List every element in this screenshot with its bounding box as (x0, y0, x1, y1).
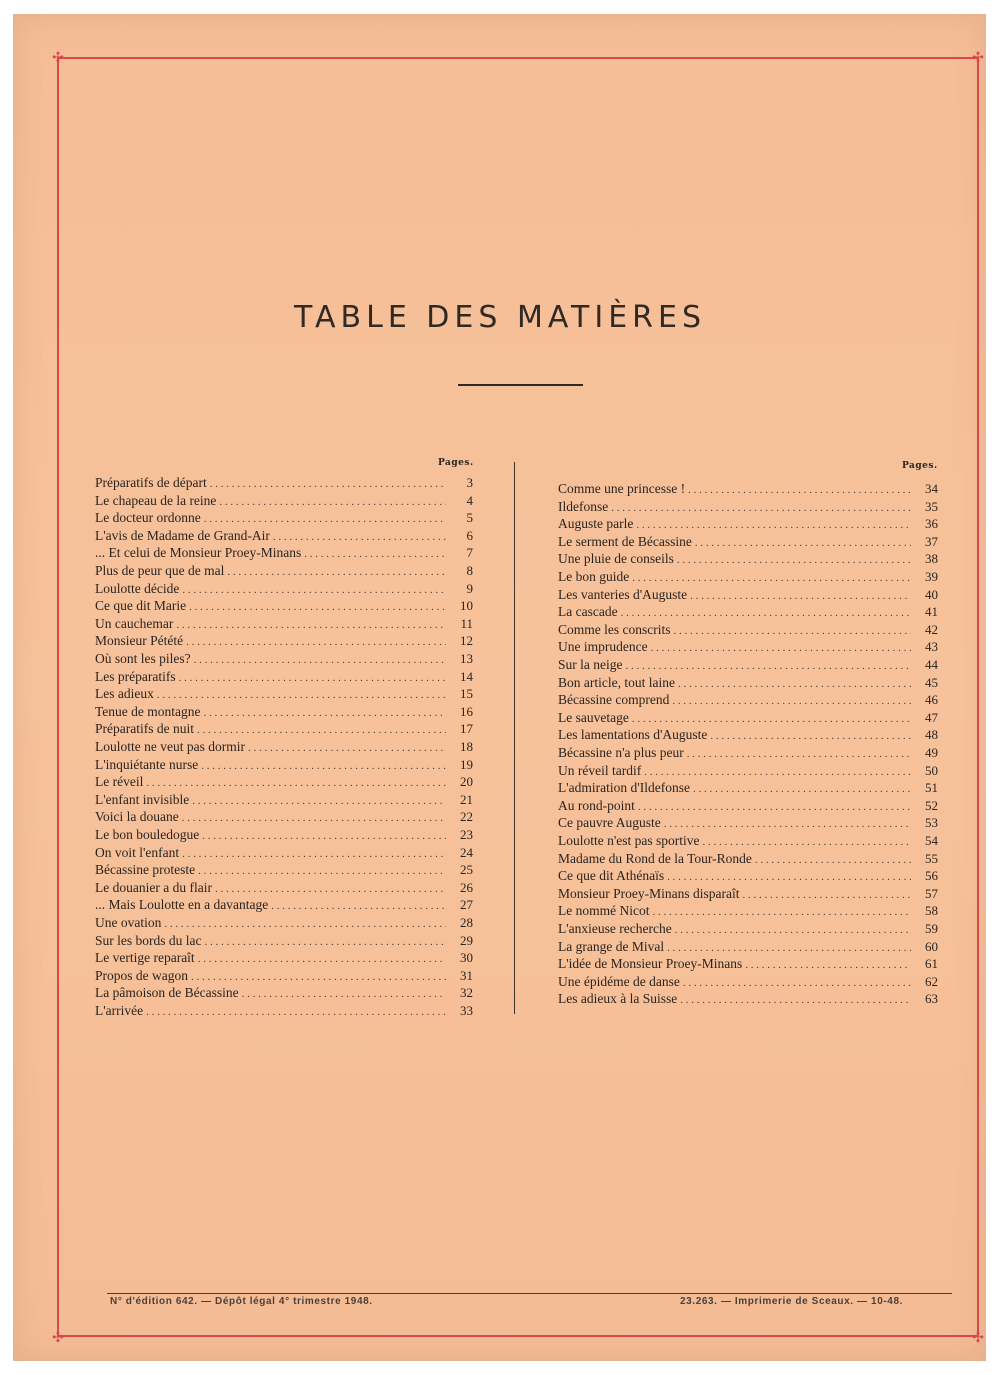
toc-entry-page: 44 (925, 657, 938, 672)
toc-entry-title: Les lamentations d'Auguste (558, 727, 708, 743)
toc-entry-title: Préparatifs de départ (95, 475, 207, 490)
toc-entry-page: 61 (925, 956, 938, 972)
toc-entry-page: 50 (925, 762, 938, 778)
toc-entry-page: 27 (460, 897, 473, 913)
toc-leader-dots (632, 713, 911, 725)
toc-leader-dots (210, 478, 446, 490)
toc-entry-title: L'idée de Monsieur Proey-Minans (558, 956, 743, 972)
toc-entry-title: Loulotte n'est pas sportive (558, 833, 700, 848)
toc-entry (95, 862, 473, 879)
toc-entry-page: 46 (925, 692, 938, 708)
toc-entry-title: Une épidéme de danse (558, 973, 680, 989)
toc-entry-title: Bon article, tout laine (558, 674, 675, 690)
toc-leader-dots (201, 760, 446, 772)
toc-entry-page: 58 (925, 903, 938, 919)
toc-entry (558, 780, 938, 797)
toc-entry-page: 17 (460, 721, 473, 737)
toc-entry (95, 774, 473, 791)
toc-leader-dots (745, 959, 911, 971)
corner-ornament-icon: ✣ (52, 50, 64, 66)
toc-entry (558, 974, 938, 991)
toc-entry (558, 499, 938, 516)
toc-entry-title: Bécassine proteste (95, 862, 196, 878)
toc-entry (558, 622, 938, 639)
toc-entry (95, 739, 473, 756)
toc-entry-title: Sur la neige (558, 657, 623, 672)
toc-leader-dots (690, 590, 911, 602)
toc-entry (95, 528, 473, 545)
toc-entry-page: 18 (460, 739, 473, 754)
toc-entry (558, 991, 938, 1008)
toc-entry-title: Préparatifs de nuit (95, 721, 194, 737)
toc-entry-page: 8 (466, 563, 473, 578)
toc-leader-dots (192, 795, 446, 807)
toc-entry-page: 6 (466, 527, 473, 543)
toc-entry-page: 49 (925, 745, 938, 760)
toc-leader-dots (755, 854, 911, 866)
toc-entry (558, 886, 938, 903)
toc-entry-title: Sur les bords du lac (95, 932, 202, 948)
toc-entry (95, 933, 473, 950)
toc-entry-page: 28 (460, 915, 473, 930)
toc-entry-page: 51 (925, 780, 938, 796)
toc-leader-dots (664, 818, 911, 830)
toc-leader-dots (667, 871, 911, 883)
toc-entry-title: Un cauchemar (95, 615, 174, 631)
corner-ornament-icon: ✣ (52, 1330, 64, 1346)
toc-entry-title: Les vanteries d'Auguste (558, 586, 688, 602)
toc-leader-dots (625, 660, 911, 672)
toc-entry-title: L'avis de Madame de Grand-Air (95, 527, 270, 543)
toc-leader-dots (673, 625, 911, 637)
toc-leader-dots (677, 554, 911, 566)
toc-entry-title: Le vertige reparaît (95, 950, 195, 966)
toc-leader-dots (182, 812, 446, 824)
toc-leader-dots (146, 1006, 446, 1018)
toc-leader-dots (194, 654, 446, 666)
toc-entry (95, 475, 473, 492)
toc-entry-title: Bécassine comprend (558, 692, 670, 708)
toc-entry-page: 36 (925, 516, 938, 532)
toc-leader-dots (248, 742, 446, 754)
toc-entry-title: Comme une princesse ! (558, 481, 686, 496)
toc-entry-page: 63 (925, 991, 938, 1007)
toc-leader-dots (179, 672, 446, 684)
toc-entry-title: Voici la douane (95, 809, 179, 825)
toc-leader-dots (675, 924, 911, 936)
toc-entry-page: 53 (925, 815, 938, 831)
toc-entry-page: 25 (460, 862, 473, 878)
toc-entry-page: 32 (460, 985, 473, 1001)
toc-leader-dots (672, 695, 911, 707)
toc-entry (558, 604, 938, 621)
toc-leader-dots (693, 783, 911, 795)
toc-leader-dots (186, 636, 446, 648)
toc-entry-page: 21 (460, 791, 473, 807)
toc-entry (95, 968, 473, 985)
toc-entry-page: 35 (925, 498, 938, 514)
toc-entry-page: 47 (925, 709, 938, 725)
toc-entry-title: L'inquiétante nurse (95, 756, 199, 772)
toc-entry-title: Le bon guide (558, 569, 630, 584)
toc-entry (95, 633, 473, 650)
toc-leader-dots (227, 566, 446, 578)
toc-entry-title: La pâmoison de Bécassine (95, 985, 239, 1001)
toc-entry-title: Monsieur Pétété (95, 633, 184, 649)
toc-leader-dots (242, 988, 446, 1000)
toc-entry-title: La grange de Mival (558, 938, 665, 954)
toc-entry (558, 798, 938, 815)
toc-leader-dots (667, 942, 911, 954)
toc-entry-title: Le douanier a du flair (95, 879, 212, 895)
toc-entry-title: Les préparatifs (95, 668, 176, 684)
toc-leader-dots (164, 918, 446, 930)
toc-entry-title: Monsieur Proey-Minans disparaît (558, 885, 740, 901)
toc-entry-title: L'anxieuse recherche (558, 921, 672, 936)
toc-entry-title: Le docteur ordonne (95, 510, 201, 526)
toc-entry (95, 897, 473, 914)
toc-entry-title: Madame du Rond de la Tour-Ronde (558, 850, 752, 866)
corner-ornament-icon: ✣ (972, 1330, 984, 1346)
toc-entry (558, 763, 938, 780)
toc-entry-title: Loulotte ne veut pas dormir (95, 739, 245, 754)
toc-entry-title: Ce que dit Athénaïs (558, 868, 665, 884)
toc-entry (95, 704, 473, 721)
toc-entry-page: 38 (925, 551, 938, 567)
toc-entry-page: 45 (925, 674, 938, 690)
toc-entry-title: Auguste parle (558, 516, 634, 532)
toc-entry (558, 516, 938, 533)
toc-entry (558, 745, 938, 762)
toc-entry-page: 26 (460, 879, 473, 895)
toc-entry-page: 16 (460, 703, 473, 719)
toc-leader-dots (695, 537, 911, 549)
toc-entry-page: 20 (460, 774, 473, 790)
toc-leader-dots (687, 748, 911, 760)
toc-entry (95, 721, 473, 738)
toc-leader-dots (644, 766, 911, 778)
toc-entry (558, 815, 938, 832)
toc-entry (95, 1003, 473, 1020)
toc-leader-dots (219, 496, 446, 508)
toc-entry-page: 43 (925, 639, 938, 655)
toc-leader-dots (202, 830, 446, 842)
toc-entry-page: 19 (460, 756, 473, 772)
toc-entry-title: Loulotte décide (95, 580, 180, 596)
toc-leader-dots (688, 484, 911, 496)
toc-entry (558, 551, 938, 568)
toc-entry-page: 37 (925, 533, 938, 549)
toc-entry (95, 510, 473, 527)
toc-entry-page: 12 (460, 633, 473, 649)
toc-leader-dots (636, 519, 911, 531)
toc-leader-dots (182, 584, 446, 596)
toc-leader-dots (176, 619, 446, 631)
toc-entry-title: Ce que dit Marie (95, 598, 187, 614)
toc-entry-page: 13 (460, 651, 473, 666)
toc-entry (558, 534, 938, 551)
toc-entry (95, 845, 473, 862)
toc-entry-title: Plus de peur que de mal (95, 563, 225, 578)
toc-leader-dots (204, 707, 446, 719)
toc-entry (95, 669, 473, 686)
toc-entry (558, 903, 938, 920)
toc-entry (558, 727, 938, 744)
pages-label-right: Pages. (902, 461, 938, 471)
footer-rule (107, 1293, 952, 1294)
toc-leader-dots (678, 678, 911, 690)
toc-entry (558, 657, 938, 674)
toc-entry-title: Un réveil tardif (558, 762, 642, 778)
toc-entry (558, 956, 938, 973)
toc-entry-page: 59 (925, 921, 938, 936)
toc-entry (95, 545, 473, 562)
toc-entry (558, 481, 938, 498)
toc-entry-title: Une ovation (95, 915, 162, 930)
toc-entry-title: Le serment de Bécassine (558, 533, 692, 549)
toc-entry-page: 33 (460, 1003, 473, 1018)
toc-entry (95, 616, 473, 633)
toc-leader-dots (652, 906, 911, 918)
toc-leader-dots (198, 953, 446, 965)
toc-entry (558, 833, 938, 850)
column-divider (514, 462, 515, 1014)
toc-entry-page: 34 (925, 481, 938, 496)
toc-entry-page: 62 (925, 973, 938, 989)
pages-label-left: Pages. (438, 458, 474, 468)
toc-entry (95, 581, 473, 598)
toc-leader-dots (204, 936, 446, 948)
toc-entry (558, 569, 938, 586)
toc-entry-title: La cascade (558, 604, 618, 620)
toc-entry-page: 39 (925, 569, 938, 584)
toc-leader-dots (157, 689, 446, 701)
toc-leader-dots (146, 777, 446, 789)
toc-leader-dots (273, 531, 446, 543)
toc-entry (558, 851, 938, 868)
toc-entry-title: ... Mais Loulotte en a davantage (95, 897, 269, 913)
toc-leader-dots (680, 994, 911, 1006)
toc-entry-title: L'arrivée (95, 1003, 144, 1018)
toc-entry-title: Le bon bouledogue (95, 827, 200, 842)
toc-entry-page: 52 (925, 797, 938, 813)
toc-entry (95, 686, 473, 703)
toc-leader-dots (197, 724, 446, 736)
toc-entry (558, 675, 938, 692)
toc-entry-page: 3 (466, 475, 473, 490)
toc-entry-page: 15 (460, 686, 473, 702)
toc-entry-page: 29 (460, 932, 473, 948)
toc-entry-page: 23 (460, 827, 473, 842)
toc-leader-dots (198, 865, 446, 877)
toc-entry (95, 563, 473, 580)
toc-leader-dots (204, 513, 446, 525)
toc-entry-page: 56 (925, 868, 938, 884)
toc-entry-page: 5 (466, 510, 473, 526)
toc-entry (95, 827, 473, 844)
footer-edition-info: N° d'édition 642. — Dépôt légal 4° trimestre 1948. (110, 1296, 373, 1307)
toc-entry-title: Une pluie de conseils (558, 551, 674, 567)
toc-entry-page: 30 (460, 950, 473, 966)
page-title: TABLE DES MATIÈRES (294, 300, 706, 335)
toc-entry-page: 42 (925, 621, 938, 637)
toc-entry-title: Le nommé Nicot (558, 903, 650, 919)
toc-entry-title: ... Et celui de Monsieur Proey-Minans (95, 545, 302, 561)
toc-entry (95, 985, 473, 1002)
toc-leader-dots (742, 889, 911, 901)
toc-entry-title: Le chapeau de la reine (95, 492, 217, 508)
toc-leader-dots (632, 572, 911, 584)
toc-entry (558, 710, 938, 727)
toc-entry-title: Comme les conscrits (558, 621, 671, 637)
toc-entry-page: 54 (925, 833, 938, 848)
toc-entry-page: 10 (460, 598, 473, 614)
toc-entry-page: 31 (460, 967, 473, 983)
toc-entry-title: Une imprudence (558, 639, 648, 655)
toc-leader-dots (683, 977, 911, 989)
toc-leader-dots (271, 900, 446, 912)
toc-leader-dots (611, 502, 911, 514)
toc-entry (558, 868, 938, 885)
toc-leader-dots (182, 848, 446, 860)
toc-entry-title: Où sont les piles? (95, 651, 191, 666)
toc-entry-title: Ildefonse (558, 498, 609, 514)
toc-entry-page: 4 (466, 492, 473, 508)
toc-entry-title: Au rond-point (558, 797, 635, 813)
toc-leader-dots (621, 607, 911, 619)
toc-leader-dots (651, 642, 911, 654)
toc-leader-dots (304, 548, 446, 560)
toc-entry (95, 598, 473, 615)
toc-entry (95, 915, 473, 932)
toc-entry-title: Tenue de montagne (95, 703, 201, 719)
toc-entry-title: L'enfant invisible (95, 791, 190, 807)
toc-entry-title: Le réveil (95, 774, 144, 790)
corner-ornament-icon: ✣ (972, 50, 984, 66)
toc-entry-page: 48 (925, 727, 938, 743)
toc-entry-page: 40 (925, 586, 938, 602)
toc-entry (95, 880, 473, 897)
toc-entry-title: L'admiration d'Ildefonse (558, 780, 690, 796)
toc-entry (95, 950, 473, 967)
toc-entry-title: Les adieux (95, 686, 154, 702)
toc-leader-dots (710, 730, 911, 742)
toc-entry-page: 60 (925, 938, 938, 954)
toc-entry-title: Le sauvetage (558, 709, 629, 725)
toc-entry (95, 792, 473, 809)
toc-entry-page: 9 (466, 580, 473, 596)
toc-leader-dots (191, 971, 446, 983)
toc-entry-page: 7 (466, 545, 473, 561)
toc-entry (558, 939, 938, 956)
toc-entry-page: 24 (460, 844, 473, 860)
toc-entry-title: Ce pauvre Auguste (558, 815, 661, 831)
toc-entry (95, 651, 473, 668)
toc-leader-dots (215, 883, 446, 895)
toc-entry-page: 57 (925, 885, 938, 901)
toc-entry (558, 921, 938, 938)
footer-printer-info: 23.263. — Imprimerie de Sceaux. — 10-48. (680, 1296, 903, 1307)
toc-entry-page: 55 (925, 850, 938, 866)
toc-leader-dots (638, 801, 911, 813)
title-underline (458, 384, 583, 386)
toc-entry (558, 587, 938, 604)
toc-entry-title: On voit l'enfant (95, 844, 180, 860)
toc-entry-title: Bécassine n'a plus peur (558, 745, 684, 760)
toc-entry-title: Propos de wagon (95, 967, 188, 983)
toc-entry (95, 493, 473, 510)
toc-entry-page: 41 (925, 604, 938, 620)
toc-entry-page: 14 (460, 668, 473, 684)
toc-entry-page: 11 (460, 615, 473, 631)
toc-entry-page: 22 (460, 809, 473, 825)
toc-entry-title: Les adieux à la Suisse (558, 991, 678, 1007)
toc-leader-dots (703, 836, 911, 848)
toc-entry (558, 639, 938, 656)
toc-leader-dots (189, 601, 446, 613)
toc-entry (95, 809, 473, 826)
toc-entry (95, 757, 473, 774)
toc-entry (558, 692, 938, 709)
